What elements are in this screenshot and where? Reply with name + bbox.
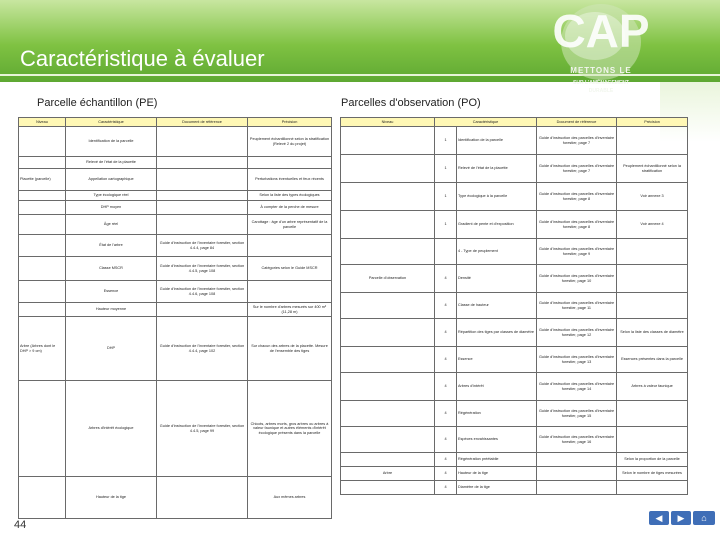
pe-cell: Relevé de l'état de la placette: [66, 157, 157, 169]
po-cell: [341, 347, 435, 373]
pe-cell: Perturbations éventuelles et feux récents: [248, 169, 332, 191]
po-cell: Relevé de l'état de la placette: [457, 155, 537, 183]
pe-cell: [157, 169, 248, 191]
po-row: [341, 373, 688, 401]
po-cell: Répartition des tiges par classes de diamètre: [457, 319, 537, 347]
pe-header-row: [19, 118, 332, 127]
po-row: [341, 401, 688, 427]
po-row: [341, 427, 688, 453]
pe-cell: Appellation cartographique: [66, 169, 157, 191]
po-cell: Type écologique à la parcelle: [457, 183, 537, 211]
po-cell: [617, 293, 688, 319]
po-cell: [341, 453, 435, 467]
po-cell: [341, 373, 435, 401]
pe-cell: Guide d'instruction de l'inventaire forestier, section 4.4.6, page 108: [157, 281, 248, 303]
pe-cell: Guide d'instruction de l'inventaire forestier, section 4.4.4, page 102: [157, 317, 248, 381]
cap-logo: [535, 2, 667, 114]
pe-cell: Guide d'instruction de l'inventaire forestier, section 4.4.5, page 99: [157, 381, 248, 477]
pe-row: [19, 303, 332, 317]
pe-cell: [248, 157, 332, 169]
po-cell: Voir annexe 4: [617, 211, 688, 239]
pe-cell: Guide d'instruction de l'inventaire forestier, section 4.4.4, page 84: [157, 235, 248, 257]
pe-row: [19, 477, 332, 519]
pe-cell: [19, 127, 66, 157]
nav-next-button[interactable]: ▶: [671, 511, 691, 525]
slide-title: Caractéristique à évaluer: [20, 46, 265, 71]
pe-header-cell: Niveau: [19, 118, 66, 127]
pe-row: [19, 257, 332, 281]
po-table: [340, 117, 688, 495]
po-header-cell: Niveau: [341, 118, 435, 127]
pe-cell: Classe MSCR: [66, 257, 157, 281]
po-row: [341, 239, 688, 265]
pe-row: [19, 215, 332, 235]
po-header-cell: Caractéristique: [435, 118, 537, 127]
logo-line3: DURABLE: [588, 88, 614, 94]
po-cell: Voir annexe 3: [617, 183, 688, 211]
pe-cell: [157, 215, 248, 235]
po-cell: [537, 467, 617, 481]
logo-line1: METTONS LE: [570, 66, 632, 75]
pe-row: [19, 281, 332, 303]
pe-row: [19, 317, 332, 381]
po-cell: Guide d'instruction des parcelles d'inventaire forestier, page 10: [537, 265, 617, 293]
pe-cell: Type écologique réel: [66, 191, 157, 201]
po-row: [341, 293, 688, 319]
po-cell: 4: [435, 401, 457, 427]
po-row: [341, 347, 688, 373]
po-cell: [537, 453, 617, 467]
pe-cell: Âge réel: [66, 215, 157, 235]
po-cell: Peuplement échantillonné selon la stratification: [617, 155, 688, 183]
pe-cell: Guide d'instruction de l'inventaire forestier, section 4.4.5, page 108: [157, 257, 248, 281]
po-cell: Régénération: [457, 401, 537, 427]
pe-cell: [19, 381, 66, 477]
po-cell: [341, 427, 435, 453]
pe-cell: Carottage : âge d'un arbre représentatif de la parcelle: [248, 215, 332, 235]
po-cell: Régénération préétablie: [457, 453, 537, 467]
po-cell: Guide d'instruction des parcelles d'inventaire forestier, page 8: [537, 211, 617, 239]
po-cell: Classe de hauteur: [457, 293, 537, 319]
pe-cell: [248, 281, 332, 303]
po-cell: [341, 319, 435, 347]
po-cell: 1: [435, 127, 457, 155]
po-cell: 4: [435, 481, 457, 495]
po-cell: [341, 239, 435, 265]
nav-home-button[interactable]: ⌂: [693, 511, 715, 525]
pe-cell: Arbre (Arbres dont le DHP > 9 cm): [19, 317, 66, 381]
po-cell: [435, 239, 457, 265]
po-cell: Guide d'instruction des parcelles d'inventaire forestier, page 7: [537, 155, 617, 183]
pe-cell: [19, 303, 66, 317]
po-header-cell: Précision: [617, 118, 688, 127]
pe-cell: Selon la liste des types écologiques: [248, 191, 332, 201]
pe-header-cell: Précision: [248, 118, 332, 127]
po-cell: [537, 481, 617, 495]
po-cell: Guide d'instruction des parcelles d'inventaire forestier, page 15: [537, 401, 617, 427]
logo-line2: SUR L'AMÉNAGEMENT: [573, 80, 629, 86]
pe-cell: Chicots, arbres morts, gros arbres ou arbres à valeur faunique et autres éléments d'intérêt écologique présents dans la parcelle: [248, 381, 332, 477]
po-cell: Essences présentes dans la parcelle: [617, 347, 688, 373]
po-cell: [341, 293, 435, 319]
po-cell: Arbres d'intérêt: [457, 373, 537, 401]
po-cell: [341, 155, 435, 183]
po-cell: Diamètre de la tige: [457, 481, 537, 495]
po-cell: Guide d'instruction des parcelles d'inventaire forestier, page 11: [537, 293, 617, 319]
po-cell: Arbres à valeur faunique: [617, 373, 688, 401]
pe-row: [19, 157, 332, 169]
pe-cell: Sur chacun des arbres de la placette. Mesure de l'ensemble des tiges: [248, 317, 332, 381]
pe-cell: [157, 477, 248, 519]
po-header-cell: Document de référence: [537, 118, 617, 127]
po-cell: Arbre: [341, 467, 435, 481]
pe-cell: [19, 215, 66, 235]
po-cell: [617, 127, 688, 155]
po-cell: Guide d'instruction des parcelles d'inventaire forestier, page 7: [537, 127, 617, 155]
po-cell: Guide d'instruction des parcelles d'inventaire forestier, page 12: [537, 319, 617, 347]
pe-cell: [19, 477, 66, 519]
pe-cell: [157, 157, 248, 169]
pe-row: [19, 169, 332, 191]
pe-row: [19, 201, 332, 215]
pe-cell: [157, 303, 248, 317]
nav-prev-button[interactable]: ◀: [649, 511, 669, 525]
po-cell: Hauteur de la tige: [457, 467, 537, 481]
subtitle-pe: Parcelle échantillon (PE): [37, 97, 158, 109]
po-cell: 4: [435, 467, 457, 481]
po-cell: Identification de la parcelle: [457, 127, 537, 155]
po-row: [341, 265, 688, 293]
po-row: [341, 481, 688, 495]
po-cell: 4: [435, 453, 457, 467]
pe-cell: [19, 191, 66, 201]
po-cell: 4: [435, 319, 457, 347]
pe-cell: Hauteur moyenne: [66, 303, 157, 317]
pe-cell: Identification de la parcelle: [66, 127, 157, 157]
po-cell: [341, 183, 435, 211]
po-cell: 4: [435, 427, 457, 453]
pe-cell: [157, 201, 248, 215]
po-cell: [617, 481, 688, 495]
po-cell: [341, 211, 435, 239]
pe-header-cell: Caractéristique: [66, 118, 157, 127]
po-cell: Gradient de pente et d'exposition: [457, 211, 537, 239]
pe-cell: Catégories selon le Guide MSCR: [248, 257, 332, 281]
po-cell: 4 - Type de peuplement: [457, 239, 537, 265]
po-cell: Densité: [457, 265, 537, 293]
pe-cell: Placette (parcelle): [19, 169, 66, 191]
po-cell: Guide d'instruction des parcelles d'inventaire forestier, page 8: [537, 183, 617, 211]
po-row: [341, 453, 688, 467]
pe-cell: [19, 201, 66, 215]
po-cell: 4: [435, 373, 457, 401]
po-cell: Selon la proportion de la parcelle: [617, 453, 688, 467]
pe-cell: Arbres d'intérêt écologique: [66, 381, 157, 477]
subtitle-po: Parcelles d'observation (PO): [341, 97, 481, 109]
pe-table: [18, 117, 332, 519]
po-cell: [341, 401, 435, 427]
po-header-row: [341, 118, 688, 127]
pe-row: [19, 191, 332, 201]
pe-cell: DHP moyen: [66, 201, 157, 215]
pe-row: [19, 235, 332, 257]
po-cell: Selon la liste des classes de diamètre: [617, 319, 688, 347]
pe-row: [19, 127, 332, 157]
pe-cell: [157, 127, 248, 157]
po-cell: [341, 127, 435, 155]
po-cell: [617, 265, 688, 293]
pe-cell: Peuplement échantillonné selon la stratification (Relevé 2 du projet): [248, 127, 332, 157]
po-cell: Guide d'instruction des parcelles d'inventaire forestier, page 16: [537, 427, 617, 453]
po-row: [341, 155, 688, 183]
po-cell: Guide d'instruction des parcelles d'inventaire forestier, page 9: [537, 239, 617, 265]
po-cell: 4: [435, 293, 457, 319]
pe-cell: [157, 191, 248, 201]
po-cell: Guide d'instruction des parcelles d'inventaire forestier, page 13: [537, 347, 617, 373]
pe-cell: [19, 235, 66, 257]
po-cell: [617, 427, 688, 453]
pe-cell: Sur le nombre d'arbres mesurés sur 400 m² (11,28 m): [248, 303, 332, 317]
pe-cell: À compter de la perche de mesure: [248, 201, 332, 215]
pe-cell: Hauteur de la tige: [66, 477, 157, 519]
po-cell: [341, 481, 435, 495]
pe-cell: [19, 157, 66, 169]
po-cell: Espèces envahissantes: [457, 427, 537, 453]
po-row: [341, 183, 688, 211]
pe-cell: [19, 281, 66, 303]
page-number: 44: [14, 519, 27, 531]
po-cell: 4: [435, 347, 457, 373]
po-cell: 4: [435, 265, 457, 293]
po-cell: 1: [435, 183, 457, 211]
pe-cell: [248, 235, 332, 257]
po-row: [341, 467, 688, 481]
pe-row: [19, 381, 332, 477]
po-cell: Essence: [457, 347, 537, 373]
po-cell: [617, 401, 688, 427]
pe-cell: [19, 257, 66, 281]
pe-cell: Aux mêmes arbres: [248, 477, 332, 519]
po-cell: Selon le nombre de tiges mesurées: [617, 467, 688, 481]
pe-cell: Essence: [66, 281, 157, 303]
pe-cell: DHP: [66, 317, 157, 381]
po-cell: Parcelle d'observation: [341, 265, 435, 293]
po-cell: Guide d'instruction des parcelles d'inventaire forestier, page 14: [537, 373, 617, 401]
logo-brand: CAP: [552, 5, 650, 57]
po-row: [341, 319, 688, 347]
po-cell: [617, 239, 688, 265]
po-row: [341, 127, 688, 155]
po-row: [341, 211, 688, 239]
pe-cell: État de l'arbre: [66, 235, 157, 257]
po-cell: 1: [435, 155, 457, 183]
po-cell: 1: [435, 211, 457, 239]
pe-header-cell: Document de référence: [157, 118, 248, 127]
